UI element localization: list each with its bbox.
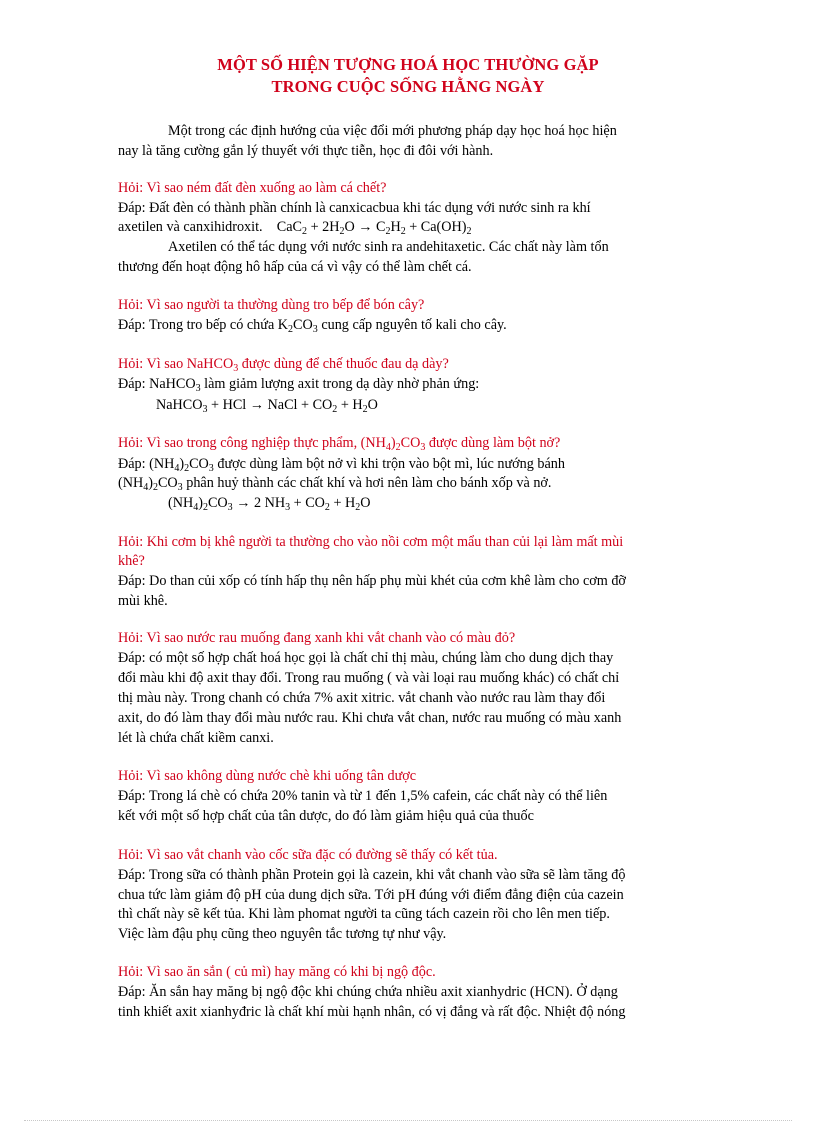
- intro-line-1: Một trong các định hướng của việc đổi mới phương pháp dạy học hoá học hiện: [168, 123, 617, 139]
- question-8: Hỏi: Vì sao vắt chanh vào cốc sữa đặc có đường sẽ thấy có kết tủa.: [118, 847, 498, 863]
- question-5-line-1: Hỏi: Khi cơm bị khê người ta thường cho vào nồi cơm một mẩu than củi lại làm mất mùi: [118, 534, 624, 550]
- answer-8-line-3: thì chất này sẽ kết tủa. Khi làm phomat người ta cũng tách cazein rồi cho lên men tiếp.: [118, 906, 610, 922]
- question-1: Hỏi: Vì sao ném đất đèn xuống ao làm cá chết?: [118, 180, 387, 196]
- title-line-2: TRONG CUỘC SỐNG HẰNG NGÀY: [271, 77, 545, 96]
- answer-8-line-1: Đáp: Trong sữa có thành phần Protein gọi là cazein, khi vắt chanh vào sữa sẽ làm tăng độ: [118, 867, 626, 883]
- title-line-1: MỘT SỐ HIỆN TƯỢNG HOÁ HỌC THƯỜNG GẶP: [217, 55, 599, 74]
- answer-7-line-2: kết với một số hợp chất của tân dược, do đó làm giảm hiệu quả của thuốc: [118, 808, 534, 824]
- question-7: Hỏi: Vì sao không dùng nước chè khi uống tân dược: [118, 768, 417, 784]
- answer-5-line-2: mùi khê.: [118, 593, 168, 609]
- arrow-icon: →: [236, 495, 251, 511]
- question-9: Hỏi: Vì sao ăn sắn ( củ mì) hay măng có khi bị ngộ độc.: [118, 964, 436, 980]
- answer-1-line-4: thương đến hoạt động hô hấp của cá vì vậy có thể làm chết cá.: [118, 259, 472, 275]
- intro-line-2: nay là tăng cường gắn lý thuyết với thực tiễn, học đi đôi với hành.: [118, 143, 494, 159]
- answer-1-line-2: axetilen và canxihidroxit. $CaC_2 + 2H_2O \to C_2H_2 + Ca(OH)_2$: [118, 219, 472, 237]
- question-5-line-2: khê?: [118, 553, 145, 569]
- answer-1-line-1: Đáp: Đất đèn có thành phần chính là canxicacbua khi tác dụng với nước sinh ra khí: [118, 200, 591, 216]
- reaction-carbide: $CaC_2 + 2H_2O \to C_2H_2 + Ca(OH)_2$: [276, 219, 472, 237]
- page-bottom-divider: [24, 1120, 792, 1121]
- answer-6-line-5: lét là chứa chất kiềm canxi.: [118, 730, 274, 746]
- answer-4-line-1: Đáp: $(NH_4)_2CO_3$ được dùng làm bột nở vì khi trộn vào bột mì, lúc nướng bánh: [118, 456, 565, 474]
- answer-5-line-1: Đáp: Do than củi xốp có tính hấp thụ nên hấp phụ mùi khét của cơm khê làm cho cơm đỡ: [118, 573, 626, 589]
- answer-6-line-2: đổi màu khi độ axit thay đổi. Trong rau muống ( và vài loại rau muống khác) có chất chỉ: [118, 670, 620, 686]
- reaction-ammonium-carbonate: $(NH_4)_2CO_3 \to 2$ $NH_3 + CO_2 + H_2O$: [168, 495, 371, 513]
- answer-6-line-4: axit, do đó làm thay đổi màu nước rau. Khi chưa vắt chan, nước rau muống có màu xanh: [118, 710, 622, 726]
- answer-8-line-4: Việc làm đậu phụ cũng theo nguyên tắc tương tự như vậy.: [118, 926, 447, 942]
- answer-1-line-3: Axetilen có thể tác dụng với nước sinh ra andehitaxetic. Các chất này làm tổn: [168, 239, 609, 255]
- arrow-icon: →: [249, 397, 264, 413]
- answer-7-line-1: Đáp: Trong lá chè có chứa 20% tanin và từ 1 đến 1,5% cafein, các chất này có thể liên: [118, 788, 608, 804]
- question-6: Hỏi: Vì sao nước rau muống đang xanh khi vắt chanh vào có màu đỏ?: [118, 630, 516, 646]
- question-2: Hỏi: Vì sao người ta thường dùng tro bếp để bón cây?: [118, 297, 425, 313]
- answer-9-line-1: Đáp: Ăn sắn hay măng bị ngộ độc khi chúng chứa nhiều axit xianhydric (HCN). Ở dạng: [118, 984, 618, 1000]
- answer-4-line-2: $(NH_4)_2CO_3$ phân huỷ thành các chất khí và hơi nên làm cho bánh xốp và nở.: [118, 475, 552, 493]
- reaction-bicarbonate: NaHCO$_3$ + HCl → NaCl + $CO_2 + H_2O$: [156, 397, 378, 415]
- answer-2-line-1: Đáp: Trong tro bếp có chứa $K_2CO_3$ cung cấp nguyên tố kali cho cây.: [118, 317, 507, 335]
- answer-6-line-1: Đáp: có một số hợp chất hoá học gọi là chất chỉ thị màu, chúng làm cho dung dịch thay: [118, 650, 614, 666]
- question-4: Hỏi: Vì sao trong công nghiệp thực phẩm, $(NH_4)_2CO_3$ được dùng làm bột nở?: [118, 435, 561, 453]
- arrow-icon: →: [358, 219, 373, 235]
- answer-9-line-2: tinh khiết axit xianhyđric là chất khí mùi hạnh nhân, có vị đắng và rất độc. Nhiệt độ nóng: [118, 1004, 626, 1020]
- answer-6-line-3: thị màu này. Trong chanh có chứa 7% axit xitric. vắt chanh vào nước rau làm thay đổi: [118, 690, 606, 706]
- answer-8-line-2: chua tức làm giảm độ pH của dung dịch sữa. Tới pH đúng với điểm đẳng điện của cazein: [118, 887, 624, 903]
- question-3: Hỏi: Vì sao NaHCO$_3$ được dùng để chế thuốc đau dạ dày?: [118, 356, 449, 374]
- answer-3-line-1: Đáp: NaHCO$_3$ làm giảm lượng axit trong dạ dày nhờ phản ứng:: [118, 376, 480, 394]
